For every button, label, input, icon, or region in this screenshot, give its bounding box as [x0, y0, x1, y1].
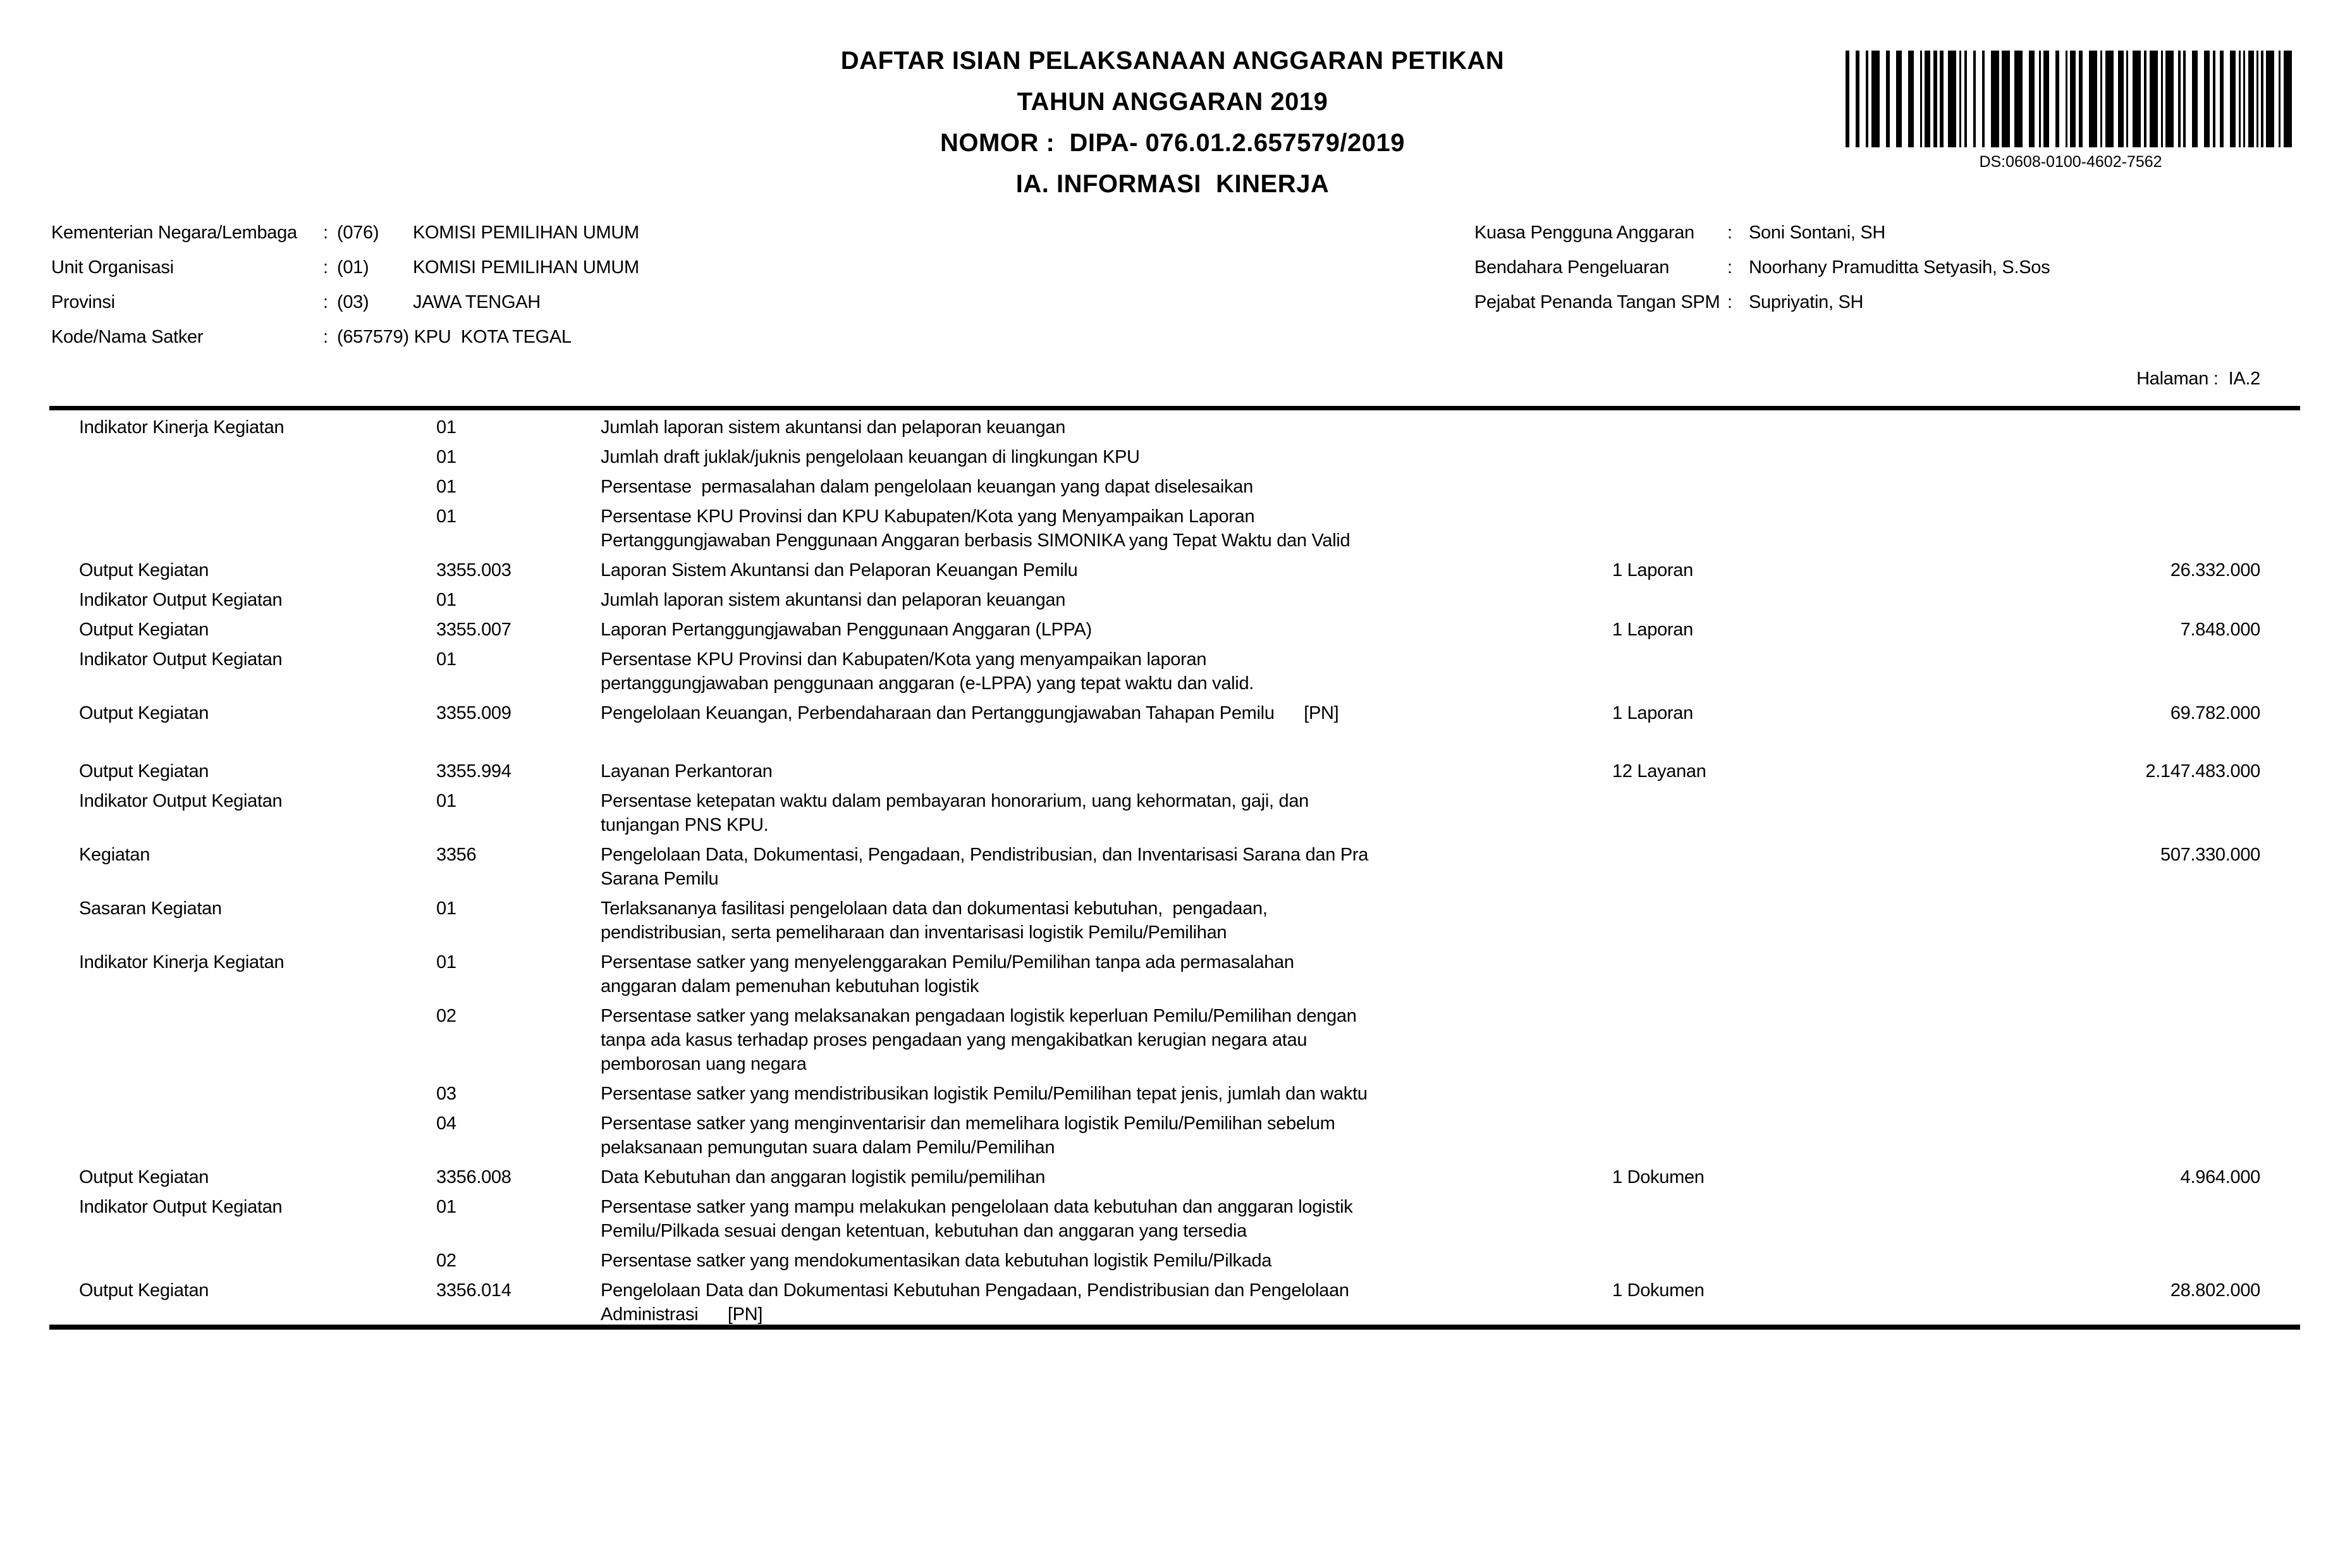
metadata-row — [1474, 257, 2050, 292]
row-quantity: 1 Dokumen — [1612, 1280, 1705, 1301]
document-number: NOMOR : DIPA- 076.01.2.657579/2019 — [940, 129, 1405, 157]
table-row — [79, 505, 2260, 553]
metadata-row — [51, 292, 639, 327]
page-number — [2136, 369, 2260, 389]
row-code: 02 — [436, 1251, 456, 1271]
row-label: Indikator Output Kegiatan — [79, 791, 283, 811]
row-code: 03 — [436, 1084, 456, 1104]
metadata-colon: : — [323, 292, 328, 312]
metadata-code: (076) — [337, 223, 379, 243]
row-code: 3355.003 — [436, 560, 511, 580]
metadata-label: Kementerian Negara/Lembaga — [51, 223, 297, 243]
page-number-label: Halaman : — [2136, 369, 2219, 389]
row-quantity: 1 Laporan — [1612, 620, 1693, 640]
row-description: Terlaksananya fasilitasi pengelolaan data dan dokumentasi kebutuhan, pengadaan, pendistribusian, serta pemeliharaan dan inventarisasi logistik Pemilu/Pemilihan — [601, 898, 1268, 943]
row-amount: 26.332.000 — [2170, 560, 2260, 580]
metadata-left — [51, 223, 639, 362]
table-row — [79, 415, 2260, 439]
kinerja-table — [0, 415, 2345, 1326]
row-code: 01 — [436, 649, 456, 670]
table-row — [79, 475, 2260, 499]
metadata-colon: : — [1727, 292, 1732, 312]
metadata-value: Supriyatin, SH — [1749, 292, 1864, 312]
document-year: TAHUN ANGGARAN 2019 — [1017, 88, 1328, 116]
row-amount: 69.782.000 — [2170, 703, 2260, 723]
table-row — [79, 1112, 2260, 1160]
row-code: 01 — [436, 506, 456, 527]
row-code: 01 — [436, 1197, 456, 1217]
table-row — [79, 647, 2260, 695]
row-label: Indikator Output Kegiatan — [79, 1197, 283, 1217]
table-row — [79, 950, 2260, 998]
row-code: 01 — [436, 417, 456, 438]
row-label: Output Kegiatan — [79, 703, 209, 723]
metadata-code: (01) — [337, 257, 369, 278]
row-amount: 7.848.000 — [2180, 620, 2260, 640]
row-description: Persentase KPU Provinsi dan Kabupaten/Kota yang menyampaikan laporan pertanggungjawaban penggunaan anggaran (e-LPPA) yang tepat waktu dan valid. — [601, 649, 1254, 694]
row-label: Sasaran Kegiatan — [79, 898, 222, 919]
row-quantity: 1 Dokumen — [1612, 1167, 1705, 1187]
metadata-right — [1474, 223, 2050, 327]
row-label: Indikator Output Kegiatan — [79, 649, 283, 670]
row-code: 3355.994 — [436, 761, 511, 781]
document-section-title: IA. INFORMASI KINERJA — [1015, 170, 1330, 198]
row-description: Persentase satker yang menginventarisir dan memelihara logistik Pemilu/Pemilihan sebelum pelaksanaan pemungutan suara dalam Pemilu/Pemilihan — [601, 1113, 1335, 1158]
row-code: 01 — [436, 952, 456, 972]
metadata-value: KOMISI PEMILIHAN UMUM — [413, 257, 639, 278]
row-code: 01 — [436, 898, 456, 919]
row-description: Persentase satker yang mampu melakukan pengelolaan data kebutuhan dan anggaran logistik Pemilu/Pilkada sesuai dengan ketentuan, kebutuhan dan anggaran yang tersedia — [601, 1197, 1353, 1241]
row-description: Jumlah laporan sistem akuntansi dan pelaporan keuangan — [601, 417, 1066, 438]
row-amount: 507.330.000 — [2160, 845, 2260, 865]
row-description: Persentase satker yang mendokumentasikan data kebutuhan logistik Pemilu/Pilkada — [601, 1251, 1272, 1271]
metadata-label: Provinsi — [51, 292, 115, 312]
row-amount: 4.964.000 — [2180, 1167, 2260, 1187]
metadata-label: Unit Organisasi — [51, 257, 174, 278]
row-label: Output Kegiatan — [79, 761, 209, 781]
row-description: Layanan Perkantoran — [601, 761, 773, 781]
row-description: Pengelolaan Data dan Dokumentasi Kebutuhan Pengadaan, Pendistribusian dan Pengelolaan Administrasi [PN] — [601, 1280, 1349, 1325]
table-row — [79, 1082, 2260, 1106]
table-row — [79, 1195, 2260, 1243]
metadata-row — [1474, 223, 2050, 257]
page-number-value: IA.2 — [2228, 369, 2260, 389]
document-title: DAFTAR ISIAN PELAKSANAAN ANGGARAN PETIKAN — [840, 47, 1505, 75]
metadata-value: JAWA TENGAH — [413, 292, 541, 312]
metadata-colon: : — [1727, 223, 1732, 243]
row-code: 04 — [436, 1113, 456, 1134]
metadata-value: KPU KOTA TEGAL — [413, 327, 572, 347]
metadata-label: Bendahara Pengeluaran — [1474, 257, 1670, 278]
row-code: 01 — [436, 590, 456, 610]
barcode-label: DS:0608-0100-4602-7562 — [1979, 153, 2162, 171]
metadata-label: Pejabat Penanda Tangan SPM — [1474, 292, 1720, 312]
table-row — [79, 759, 2260, 783]
row-code: 3355.009 — [436, 703, 511, 723]
table-row — [79, 1165, 2260, 1189]
metadata-label: Kuasa Pengguna Anggaran — [1474, 223, 1694, 243]
row-quantity: 1 Laporan — [1612, 703, 1693, 723]
row-code: 3355.007 — [436, 620, 511, 640]
row-label: Indikator Output Kegiatan — [79, 590, 283, 610]
row-quantity: 12 Layanan — [1612, 761, 1706, 781]
row-label: Output Kegiatan — [79, 560, 209, 580]
row-label: Output Kegiatan — [79, 1167, 209, 1187]
metadata-value: Noorhany Pramuditta Setyasih, S.Sos — [1749, 257, 2050, 278]
row-description: Laporan Sistem Akuntansi dan Pelaporan Keuangan Pemilu — [601, 560, 1078, 580]
table-row — [79, 701, 2260, 725]
row-amount: 2.147.483.000 — [2145, 761, 2260, 781]
row-quantity: 1 Laporan — [1612, 560, 1693, 580]
table-row — [79, 843, 2260, 891]
row-amount: 28.802.000 — [2170, 1280, 2260, 1301]
table-row — [79, 618, 2260, 642]
row-description: Persentase satker yang mendistribusikan logistik Pemilu/Pemilihan tepat jenis, jumlah dan waktu — [601, 1084, 1368, 1104]
row-code: 01 — [436, 447, 456, 467]
metadata-row — [1474, 292, 2050, 327]
row-description: Persentase satker yang menyelenggarakan Pemilu/Pemilihan tanpa ada permasalahan anggaran dalam pemenuhan kebutuhan logistik — [601, 952, 1294, 996]
table-row — [79, 897, 2260, 945]
row-label: Kegiatan — [79, 845, 150, 865]
metadata-value: Soni Sontani, SH — [1749, 223, 1886, 243]
metadata-code: (657579) — [337, 327, 409, 347]
table-row — [79, 789, 2260, 837]
row-description: Persentase KPU Provinsi dan KPU Kabupaten/Kota yang Menyampaikan Laporan Pertanggungjawaban Penggunaan Anggaran berbasis SIMONIKA yang Tepat Waktu dan Valid — [601, 506, 1350, 551]
row-code: 01 — [436, 477, 456, 497]
table-row — [79, 558, 2260, 582]
row-description: Persentase ketepatan waktu dalam pembayaran honorarium, uang kehormatan, gaji, dan tunjangan PNS KPU. — [601, 791, 1309, 835]
row-label: Output Kegiatan — [79, 620, 209, 640]
metadata-row — [51, 327, 639, 362]
table-row — [79, 1249, 2260, 1273]
row-description: Pengelolaan Keuangan, Perbendaharaan dan Pertanggungjawaban Tahapan Pemilu [PN] — [601, 703, 1339, 723]
metadata-code: (03) — [337, 292, 369, 312]
row-code: 3356.008 — [436, 1167, 511, 1187]
row-description: Jumlah laporan sistem akuntansi dan pelaporan keuangan — [601, 590, 1066, 610]
row-description: Pengelolaan Data, Dokumentasi, Pengadaan, Pendistribusian, dan Inventarisasi Sarana dan Pra Sarana Pemilu — [601, 845, 1369, 889]
metadata-colon: : — [323, 327, 328, 347]
row-description: Persentase permasalahan dalam pengelolaan keuangan yang dapat diselesaikan — [601, 477, 1253, 497]
table-row — [79, 588, 2260, 612]
metadata-value: KOMISI PEMILIHAN UMUM — [413, 223, 639, 243]
table-row — [79, 445, 2260, 469]
metadata-colon: : — [323, 257, 328, 278]
row-code: 02 — [436, 1006, 456, 1026]
barcode — [1846, 51, 2296, 147]
metadata-colon: : — [323, 223, 328, 243]
top-rule — [49, 406, 2300, 410]
row-description: Data Kebutuhan dan anggaran logistik pemilu/pemilihan — [601, 1167, 1046, 1187]
row-description: Persentase satker yang melaksanakan pengadaan logistik keperluan Pemilu/Pemilihan dengan tanpa ada kasus terhadap proses pengadaan yang mengakibatkan kerugian negara atau pemborosan uang negara — [601, 1006, 1357, 1074]
metadata-label: Kode/Nama Satker — [51, 327, 204, 347]
row-label: Indikator Kinerja Kegiatan — [79, 952, 285, 972]
row-label: Indikator Kinerja Kegiatan — [79, 417, 285, 438]
metadata-row — [51, 223, 639, 257]
row-description: Jumlah draft juklak/juknis pengelolaan keuangan di lingkungan KPU — [601, 447, 1140, 467]
row-code: 3356 — [436, 845, 477, 865]
table-row — [79, 1004, 2260, 1076]
row-code: 3356.014 — [436, 1280, 511, 1301]
row-description: Laporan Pertanggungjawaban Penggunaan Anggaran (LPPA) — [601, 620, 1092, 640]
table-row — [79, 1278, 2260, 1326]
row-label: Output Kegiatan — [79, 1280, 209, 1301]
metadata-row — [51, 257, 639, 292]
metadata-colon: : — [1727, 257, 1732, 278]
row-code: 01 — [436, 791, 456, 811]
